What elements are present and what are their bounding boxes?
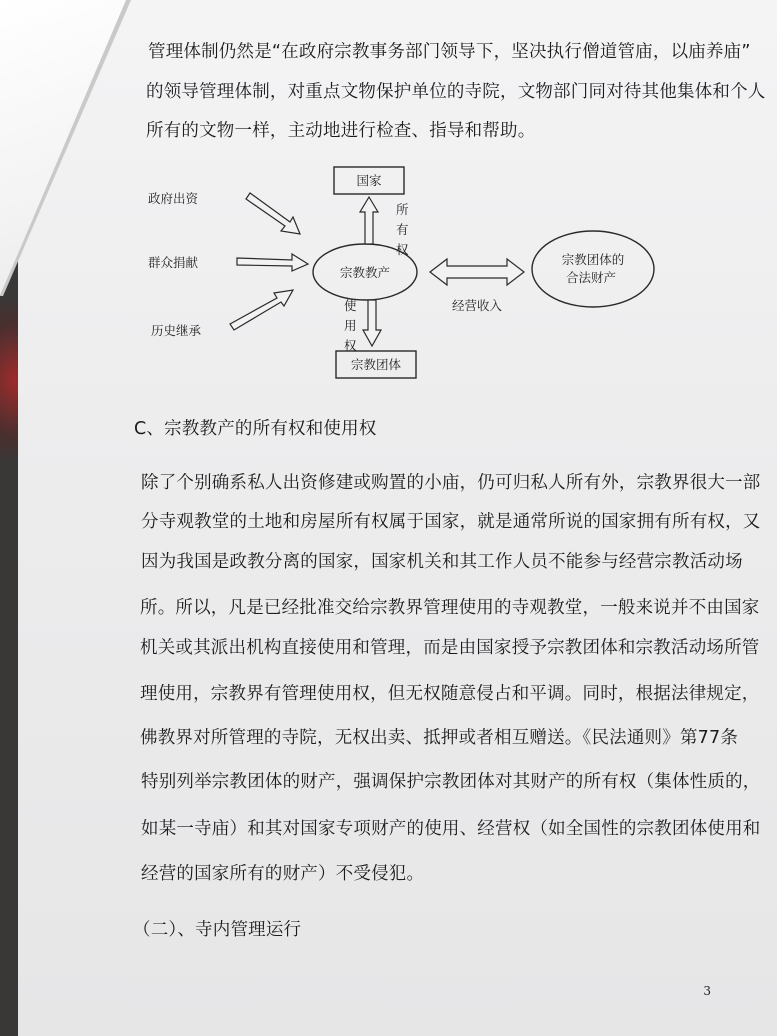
section-c-line-6: 理使用，宗教界有管理使用权，但无权随意侵占和平调。同时，根据法律规定， bbox=[140, 684, 760, 704]
income-label: 经营收入 bbox=[452, 298, 503, 313]
center-label: 宗教教产 bbox=[339, 265, 391, 280]
usage-char-3: 权 bbox=[344, 338, 357, 353]
section-c-line-2: 分寺观教堂的土地和房屋所有权属于国家，就是通常所说的国家拥有所有权，又 bbox=[141, 512, 761, 532]
ownership-char-2: 有 bbox=[396, 222, 409, 237]
section-c-line-3: 因为我国是政教分离的国家，国家机关和其工作人员不能参与经营宗教活动场 bbox=[141, 552, 743, 572]
ownership-char-1: 所 bbox=[396, 202, 409, 217]
section-c-line-7: 佛教界对所管理的寺院，无权出卖、抵押或者相互赠送。《民法通则》第77条 bbox=[140, 728, 739, 748]
org-label: 宗教团体 bbox=[350, 357, 402, 372]
paragraph1-line-2: 的领导管理体制，对重点文物保护单位的寺院，文物部门同对待其他集体和个人 bbox=[146, 82, 766, 102]
section-c-heading: C、宗教教产的所有权和使用权 bbox=[134, 419, 377, 439]
section-c-line-10: 经营的国家所有的财产）不受侵犯。 bbox=[141, 864, 425, 884]
section-2-heading: （二）、寺内管理运行 bbox=[133, 920, 302, 940]
section-c-line-4: 所。所以，凡是已经批准交给宗教界管理使用的寺观教堂，一般来说并不由国家 bbox=[140, 598, 760, 618]
section-c-line-8: 特别列举宗教团体的财产，强调保护宗教团体对其财产的所有权（集体性质的， bbox=[141, 772, 761, 792]
assets-label-line2: 合法财产 bbox=[565, 270, 617, 285]
section-c-line-9: 如某一寺庙）和其对国家专项财产的使用、经营权（如全国性的宗教团体使用和 bbox=[141, 819, 761, 839]
ownership-char-3: 权 bbox=[396, 242, 409, 257]
section-c-line-1: 除了个别确系私人出资修建或购置的小庙，仍可归私人所有外，宗教界很大一部 bbox=[141, 473, 761, 493]
usage-char-2: 用 bbox=[344, 318, 357, 333]
page-number: 3 bbox=[703, 984, 711, 998]
paragraph1-line-3: 所有的文物一样，主动地进行检查、指导和帮助。 bbox=[146, 121, 536, 141]
usage-char-1: 使 bbox=[344, 298, 357, 313]
source-public-label: 群众捐献 bbox=[148, 255, 199, 270]
assets-label-line1: 宗教团体的 bbox=[561, 252, 625, 267]
state-label: 国家 bbox=[356, 173, 382, 188]
source-gov-label: 政府出资 bbox=[148, 191, 199, 206]
source-history-label: 历史继承 bbox=[151, 323, 202, 338]
paragraph1-line-1: 管理体制仍然是“在政府宗教事务部门领导下，坚决执行僧道管庙，以庙养庙” bbox=[148, 42, 751, 62]
section-c-line-5: 机关或其派出机构直接使用和管理，而是由国家授予宗教团体和宗教活动场所管 bbox=[140, 638, 760, 658]
